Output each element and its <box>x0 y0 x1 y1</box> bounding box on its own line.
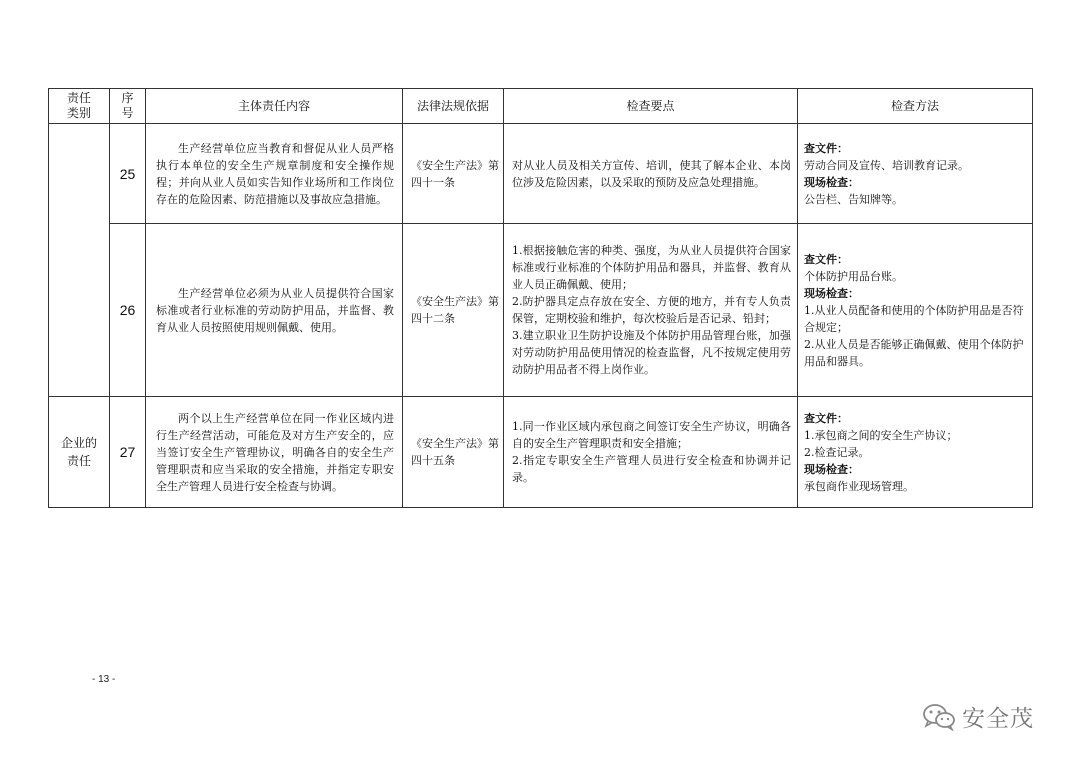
seq-cell: 26 <box>110 224 146 397</box>
methods-cell <box>798 224 1033 397</box>
check-point: 1.根据接触危害的种类、强度，为从业人员提供符合国家标准或行业标准的个体防护用品和器具，并监督、教育从业人员正确佩戴、使用； <box>512 244 791 291</box>
header-points: 检查要点 <box>504 89 798 124</box>
basis-cell: 《安全生产法》第四十一条 <box>403 124 504 224</box>
method-label: 查文件： <box>804 141 848 155</box>
check-point: 对从业人员及相关方宣传、培训，使其了解本企业、本岗位涉及危险因素，以及采取的预防及应急处理措施。 <box>512 158 791 189</box>
method-text: 1.从业人员配备和使用的个体防护用品是否符合规定； 2.从业人员是否能够正确佩戴、使用个体防护用品和器具。 <box>804 303 1024 368</box>
method-label: 现场检查： <box>804 462 859 476</box>
points-cell <box>504 397 798 508</box>
content-cell: 生产经营单位必须为从业人员提供符合国家标准或者行业标准的劳动防护用品，并监督、教育从业人员按照使用规则佩戴、使用。 <box>146 224 403 397</box>
method-text: 承包商作业现场管理。 <box>804 479 914 493</box>
method-label: 查文件： <box>804 411 848 425</box>
header-methods: 检查方法 <box>798 89 1033 124</box>
check-point: 3.建立职业卫生防护设施及个体防护用品管理台账，加强对劳动防护用品使用情况的检查监督，凡不按规定使用劳动防护用品者不得上岗作业。 <box>512 329 791 376</box>
table-row <box>49 224 1033 397</box>
watermark <box>922 700 1034 733</box>
method-label: 现场检查： <box>804 175 859 189</box>
method-text: 劳动合同及宣传、培训教育记录。 <box>804 158 969 172</box>
basis-cell: 《安全生产法》第四十五条 <box>403 397 504 508</box>
table-row <box>49 397 1033 508</box>
points-cell <box>504 224 798 397</box>
methods-cell <box>798 397 1033 508</box>
method-label: 查文件： <box>804 252 848 266</box>
header-seq: 序 号 <box>110 89 146 124</box>
inspection-table <box>48 88 1033 508</box>
header-category: 责任 类别 <box>49 89 110 124</box>
check-point: 2.防护器具定点存放在安全、方便的地方，并有专人负责保管，定期校验和维护，每次校验后是否记录、铅封； <box>512 295 791 325</box>
method-text: 公告栏、告知牌等。 <box>804 192 903 206</box>
seq-cell: 27 <box>110 397 146 508</box>
watermark-text: 安全茂 <box>962 706 1034 732</box>
category-cell <box>49 124 110 397</box>
check-point: 2.指定专职安全生产管理人员进行安全检查和协调并记录。 <box>512 454 791 484</box>
table-header-row <box>49 89 1033 124</box>
points-cell <box>504 124 798 224</box>
seq-cell: 25 <box>110 124 146 224</box>
method-text: 1.承包商之间的安全生产协议； 2.检查记录。 <box>804 428 958 459</box>
category-cell: 企业的 责任 <box>49 397 110 508</box>
check-point: 1.同一作业区域内承包商之间签订安全生产协议，明确各自的安全生产管理职责和安全措施； <box>512 420 791 450</box>
header-content: 主体责任内容 <box>146 89 403 124</box>
basis-cell: 《安全生产法》第四十二条 <box>403 224 504 397</box>
wechat-icon <box>922 703 956 731</box>
header-basis: 法律法规依据 <box>403 89 504 124</box>
table-row <box>49 124 1033 224</box>
content-cell: 生产经营单位应当教育和督促从业人员严格执行本单位的安全生产规章制度和安全操作规程；并向从业人员如实告知作业场所和工作岗位存在的危险因素、防范措施以及事故应急措施。 <box>146 124 403 224</box>
method-text: 个体防护用品台账。 <box>804 269 903 283</box>
methods-cell <box>798 124 1033 224</box>
method-label: 现场检查： <box>804 286 859 300</box>
page-number: - 13 - <box>92 674 116 685</box>
content-cell: 两个以上生产经营单位在同一作业区域内进行生产经营活动，可能危及对方生产安全的，应当签订安全生产管理协议，明确各自的安全生产管理职责和应当采取的安全措施，并指定专职安全生产管理人员进行安全检查与协调。 <box>146 397 403 508</box>
